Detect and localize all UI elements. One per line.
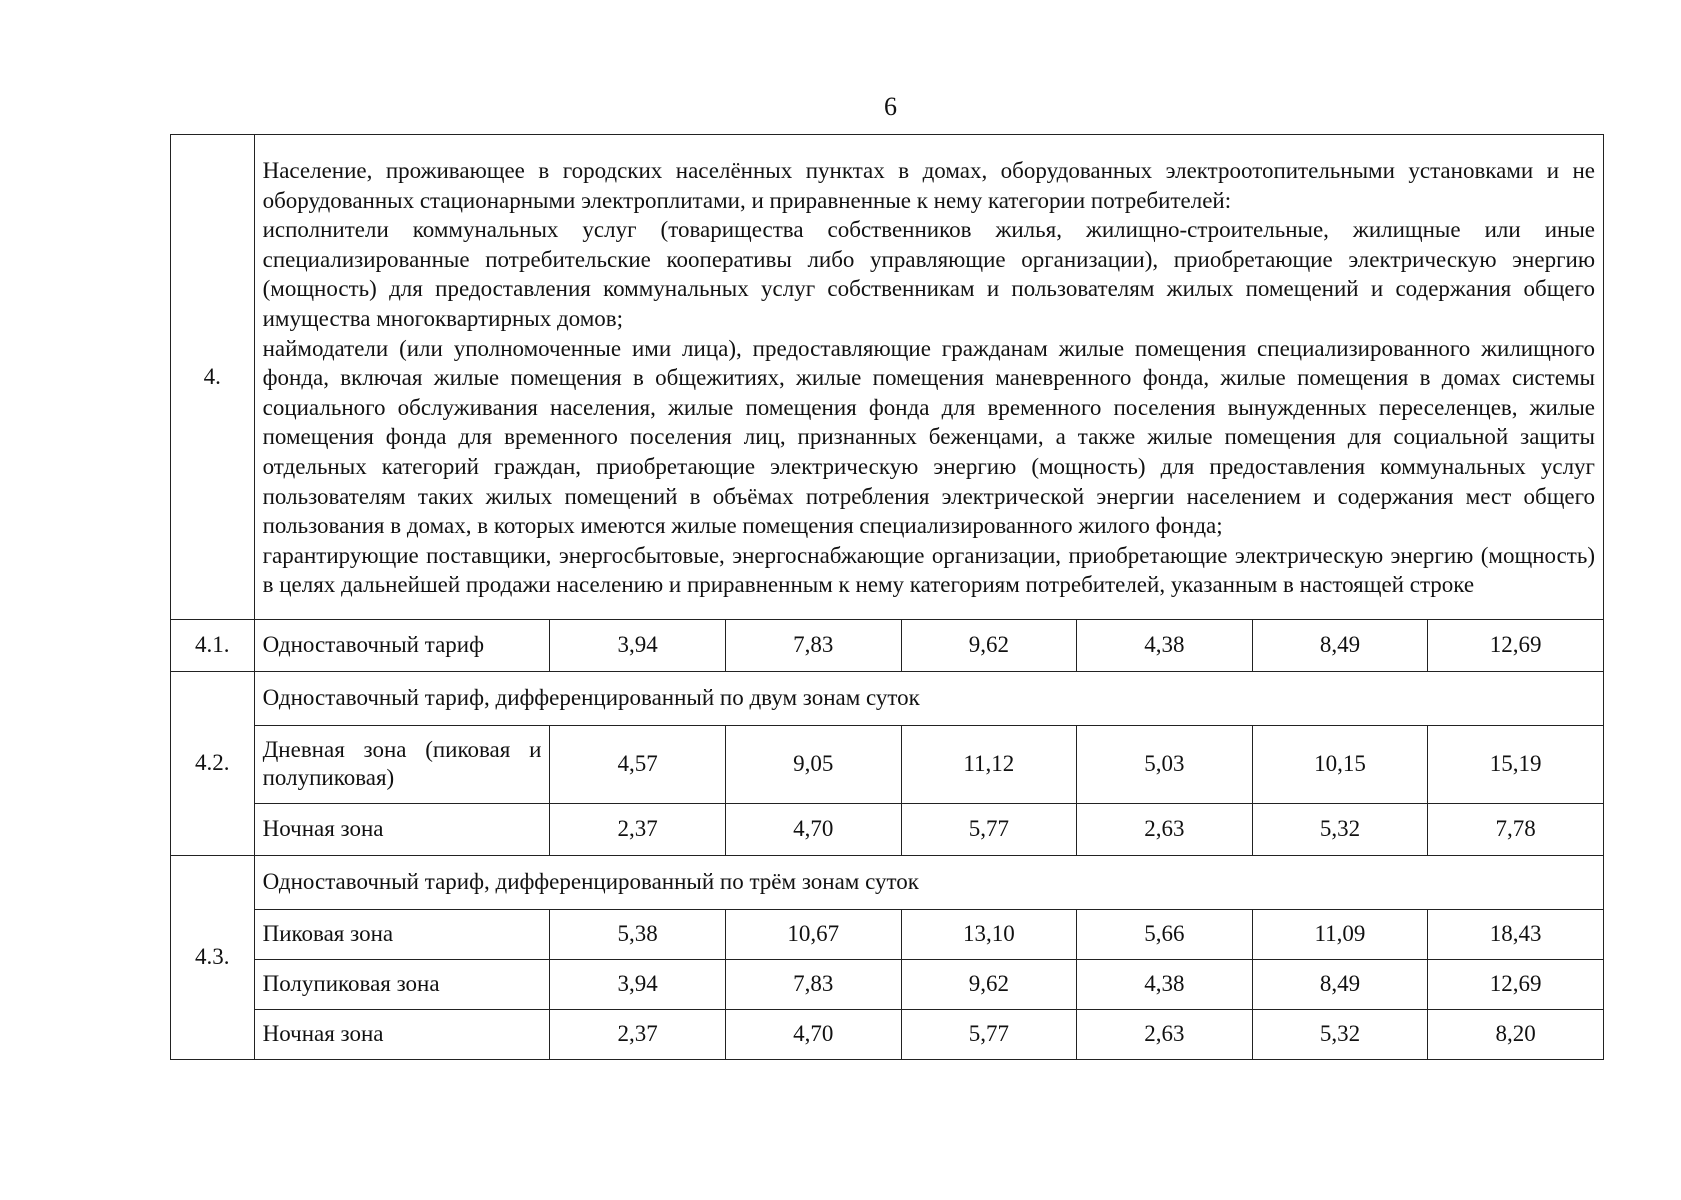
tariff-value: 2,63: [1077, 803, 1253, 855]
tariff-value: 7,83: [725, 619, 901, 671]
table-row: [171, 671, 1604, 725]
tariff-value: 7,78: [1428, 803, 1604, 855]
description-paragraph: наймодатели (или уполномоченные ими лица), предоставляющие гражданам жилые помещения специализированного жилищного фонда, включая жилые помещения в общежитиях, жилые помещения маневренного фонда, жилые помещения в домах системы социального обслуживания населения, жилые помещения фонда для временного поселения вынужденных переселенцев, жилые помещения фонда для временного поселения лиц, признанных беженцами, а также жилые помещения для социальной защиты отдельных категорий граждан, приобретающие электрическую энергию (мощность) для предоставления коммунальных услуг пользователям таких жилых помещений в объёмах потребления электрической энергии населением и содержания мест общего пользования в домах, в которых имеются жилые помещения специализированного жилого фонда;: [262, 335, 1595, 539]
tariff-name: Одноставочный тариф: [254, 619, 550, 671]
tariff-value: 12,69: [1428, 959, 1604, 1009]
page-number: 6: [884, 92, 897, 121]
tariff-value: 3,94: [550, 619, 726, 671]
description-paragraph: Население, проживающее в городских населённых пунктах в домах, оборудованных электроотопительными установками и не оборудованных стационарными электроплитами, и приравненные к нему категории потребителей:: [262, 158, 1595, 213]
tariff-value: 13,10: [901, 909, 1077, 959]
tariff-value: 2,37: [550, 803, 726, 855]
row-number: 4.3.: [171, 855, 255, 1059]
tariff-value: 5,03: [1077, 725, 1253, 803]
tariff-name: Пиковая зона: [254, 909, 550, 959]
tariff-name: Полупиковая зона: [254, 959, 550, 1009]
section-4-number: 4.: [171, 135, 255, 620]
tariff-value: 4,38: [1077, 619, 1253, 671]
table-row: [171, 909, 1604, 959]
section-4-description: [254, 135, 1603, 620]
tariff-value: 5,32: [1252, 1009, 1428, 1059]
tariff-value: 18,43: [1428, 909, 1604, 959]
tariff-name: Ночная зона: [254, 1009, 550, 1059]
table-row: [171, 619, 1604, 671]
tariff-table: [170, 134, 1604, 1060]
tariff-group-label: Одноставочный тариф, дифференцированный по двум зонам суток: [254, 671, 1603, 725]
description-paragraph: гарантирующие поставщики, энергосбытовые, энергоснабжающие организации, приобретающие электрическую энергию (мощность) в целях дальнейшей продажи населению и приравненным к нему категориям потребителей, указанным в настоящей строке: [262, 542, 1595, 598]
table-row: [171, 803, 1604, 855]
table-row: [171, 725, 1604, 803]
tariff-name: Дневная зона (пиковая и полупиковая): [254, 725, 550, 803]
tariff-value: 9,62: [901, 959, 1077, 1009]
tariff-value: 4,57: [550, 725, 726, 803]
section-4-row: [171, 135, 1604, 620]
tariff-value: 2,63: [1077, 1009, 1253, 1059]
tariff-value: 8,49: [1252, 959, 1428, 1009]
row-number: 4.2.: [171, 671, 255, 855]
tariff-value: 5,32: [1252, 803, 1428, 855]
tariff-value: 4,38: [1077, 959, 1253, 1009]
tariff-value: 5,77: [901, 1009, 1077, 1059]
tariff-value: 5,77: [901, 803, 1077, 855]
table-row: [171, 959, 1604, 1009]
tariff-value: 5,38: [550, 909, 726, 959]
row-number: 4.1.: [171, 619, 255, 671]
tariff-group-label: Одноставочный тариф, дифференцированный по трём зонам суток: [254, 855, 1603, 909]
tariff-name: Ночная зона: [254, 803, 550, 855]
tariff-value: 3,94: [550, 959, 726, 1009]
table-row: [171, 1009, 1604, 1059]
tariff-value: 8,49: [1252, 619, 1428, 671]
tariff-value: 12,69: [1428, 619, 1604, 671]
tariff-value: 8,20: [1428, 1009, 1604, 1059]
tariff-value: 5,66: [1077, 909, 1253, 959]
tariff-value: 11,12: [901, 725, 1077, 803]
table-row: [171, 855, 1604, 909]
description-paragraph: исполнители коммунальных услуг (товарищества собственников жилья, жилищно-строительные, жилищные или иные специализированные потребительские кооперативы либо управляющие организации), приобретающие электрическую энергию (мощность) для предоставления коммунальных услуг собственникам и пользователям жилых помещений и содержания общего имущества многоквартирных домов;: [262, 217, 1595, 331]
tariff-value: 10,67: [725, 909, 901, 959]
tariff-value: 9,05: [725, 725, 901, 803]
tariff-value: 7,83: [725, 959, 901, 1009]
tariff-value: 10,15: [1252, 725, 1428, 803]
tariff-value: 9,62: [901, 619, 1077, 671]
tariff-value: 11,09: [1252, 909, 1428, 959]
tariff-value: 4,70: [725, 803, 901, 855]
tariff-value: 4,70: [725, 1009, 901, 1059]
tariff-value: 2,37: [550, 1009, 726, 1059]
tariff-value: 15,19: [1428, 725, 1604, 803]
